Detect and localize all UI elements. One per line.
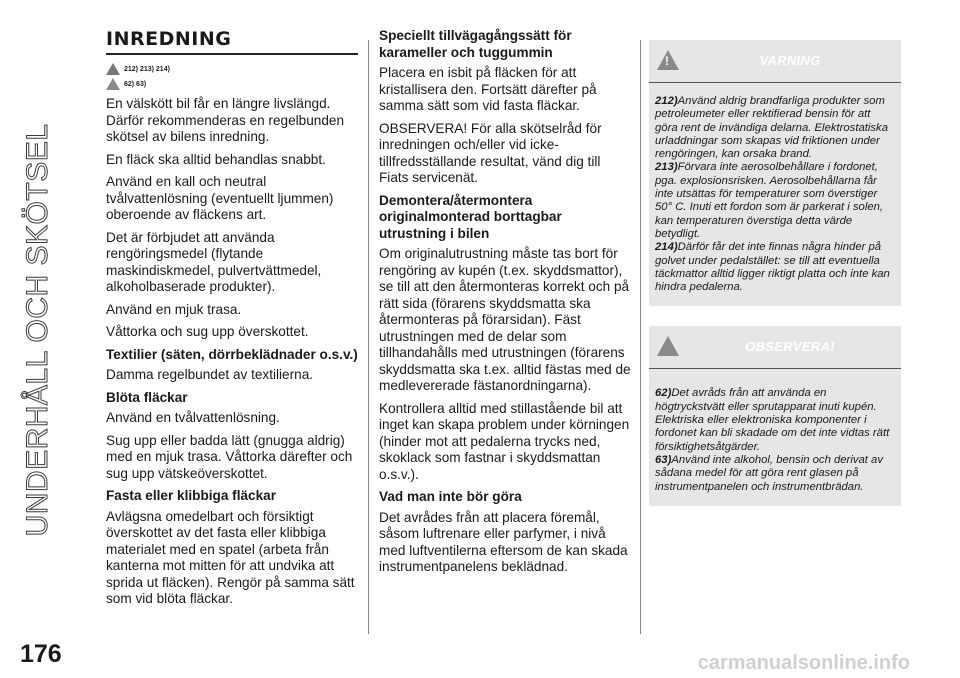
warning-triangle-icon: ! xyxy=(657,50,679,70)
caution-reference xyxy=(106,78,358,90)
warning-item: 212)Använd aldrig brandfarliga produkter som petroleumeter eller rektifierad bensin för att göra rent de invändiga delarna. Elektrostatiska urladdningar som skapas vid friktionen under rengöringen, kan orsaka brand. xyxy=(655,95,888,161)
observera-title: OBSERVERA! xyxy=(745,338,835,354)
paragraph: Det avrådes från att placera föremål, såsom luftrenare eller parfymer, i nivå med luftventilerna eftersom de kan skada instrumentpanelens beklädnad. xyxy=(379,509,628,574)
subheading-vad-man-inte-bor-gora: Vad man inte bör göra xyxy=(379,489,522,504)
paragraph: Kontrollera alltid med stillastående bil att inget kan skapa problem under körningen (hinder mot att pedalerna trycks ned, skoklack som fastnar i skyddsmattan o.s.v.). xyxy=(379,400,630,482)
warning-item: 214)Därför får det inte finnas några hinder på golvet under pedalstället: se till att eventuella täckmattor alltid ligger riktigt platta och inte kan hindra pedalerna. xyxy=(655,241,890,294)
warning-item: 213)Förvara inte aerosolbehållare i fordonet, pga. explosionsrisken. Aerosolbehållarna får inte utsättas för temperaturer som överstiger 50° C. Inuti ett fordon som är parkerat i solen, kan temperaturen överstiga detta värde betydligt. xyxy=(655,161,884,240)
paragraph: Våttorka och sug upp överskottet. xyxy=(106,324,309,339)
warning-box-body xyxy=(649,83,901,306)
watermark: carmanualsonline.info xyxy=(697,652,910,674)
column-divider xyxy=(368,40,369,634)
warning-reference xyxy=(106,63,358,75)
column-divider xyxy=(640,40,641,634)
column-1 xyxy=(106,28,358,614)
paragraph: Använd en mjuk trasa. xyxy=(106,301,242,317)
subheading-demontera: Demontera/återmontera originalmonterad borttagbar utrustning i bilen xyxy=(379,192,562,241)
paragraph: Damma regelbundet av textilierna. xyxy=(106,367,314,382)
caution-hand-icon xyxy=(657,336,679,356)
paragraph: Använd en kall och neutral tvålvattenlösning (eventuellt ljummen) oberoende av fläckens art. xyxy=(106,174,334,222)
observera-item: 62)Det avråds från att använda en högtryckstvätt eller sprutapparat inuti kupén. Elektriska eller elektroniska komponenter i fordonet kan bli skadade om det inte vidtas rätt försiktighetsåtgärder. xyxy=(655,387,890,453)
observera-box-body xyxy=(649,369,901,505)
observera-item: 63)Använd inte alkohol, bensin och derivat av sådana medel för att göra rent glasen på instrumentpanelen och instrumentbrädan. xyxy=(655,453,883,493)
warning-box-header xyxy=(649,40,901,83)
section-heading: INREDNING xyxy=(106,28,358,55)
paragraph: Avlägsna omedelbart och försiktigt överskottet av det fasta eller klibbiga materialet med en spatel (arbeta från kanterna mot mitten för att undvika att sprida ut fläcken). Rengör på samma sätt som vid blöta fläckar. xyxy=(106,508,355,606)
caution-hand-icon xyxy=(106,78,120,90)
subheading-textilier: Textilier (säten, dörrbeklädnader o.s.v.) xyxy=(106,346,358,362)
subheading-blota-flackar: Blöta fläckar xyxy=(106,389,188,405)
paragraph: En välskött bil får en längre livslängd. Därför rekommenderas en regelbunden skötsel av bilens inredning. xyxy=(106,96,345,144)
observera-box xyxy=(649,326,901,505)
subheading-fasta-flackar: Fasta eller klibbiga fläckar xyxy=(106,488,277,503)
paragraph: Om originalutrustning måste tas bort för rengöring av kupén (t.ex. skyddsmattor), se till att den återmonteras korrekt och på rätt sida (förarens skyddsmatta ska återmonteras på förarsidan). Fäst utrustningen med de delar som tillhandahålls med utrustningen (förarens skyddsmatta ska t.ex. alltid fästas med de medlevererade fästanordningarna). xyxy=(379,246,631,393)
chapter-side-title: UNDERHÅLL OCH SKÖTSEL xyxy=(21,123,54,537)
warning-triangle-icon xyxy=(106,63,120,75)
observera-box-header xyxy=(649,326,901,369)
column-2 xyxy=(379,28,631,582)
warning-box xyxy=(649,40,901,306)
page-number: 176 xyxy=(20,640,62,668)
paragraph: Sug upp eller badda lätt (gnugga aldrig) med en mjuk trasa. Våttorka därefter och sug upp vätskeöverskottet. xyxy=(106,432,353,481)
paragraph: Använd en tvålvattenlösning. xyxy=(106,410,280,425)
warning-title: VARNING xyxy=(759,52,821,68)
column-3 xyxy=(649,40,901,526)
paragraph: Det är förbjudet att använda rengöringsmedel (flytande maskindiskmedel, pulvertvättmedel, alkoholbaserade produkter). xyxy=(106,229,322,294)
caution-reference-numbers: 62) 63) xyxy=(124,80,147,88)
warning-reference-numbers: 212) 213) 214) xyxy=(124,65,170,73)
subheading-karameller: Speciellt tillvägagångssätt för karameller och tuggummin xyxy=(379,28,572,60)
paragraph: En fläck ska alltid behandlas snabbt. xyxy=(106,151,326,167)
paragraph: Placera en isbit på fläcken för att kristallisera den. Fortsätt därefter på samma sätt som vid fasta fläckar. xyxy=(379,65,597,113)
paragraph: OBSERVERA! För alla skötselråd för inredningen och/eller vid icke-tillfredsställande resultat, vänd dig till Fiats servicenät. xyxy=(379,120,602,185)
